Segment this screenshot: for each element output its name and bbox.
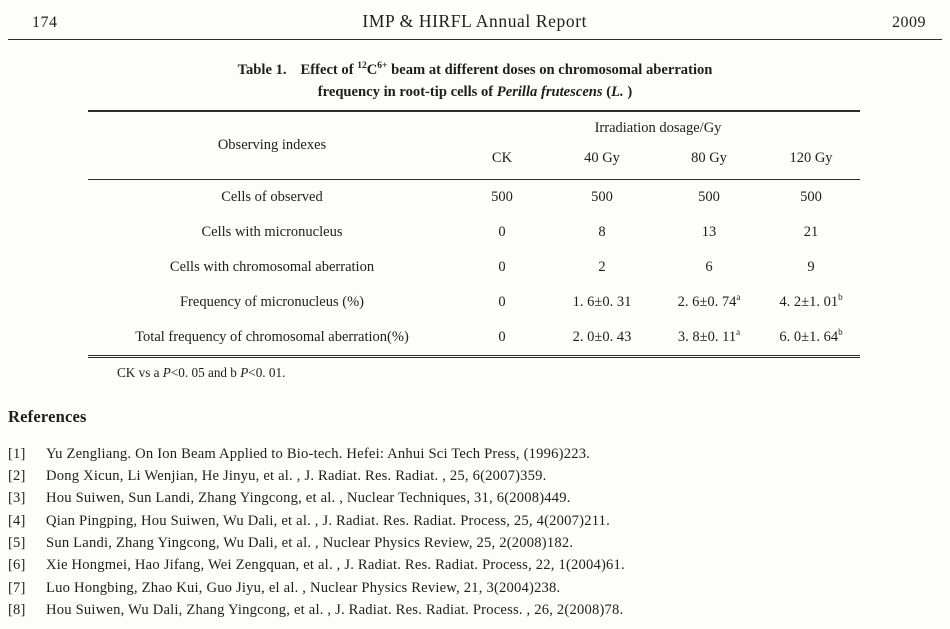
row-label: Cells of observed (221, 188, 323, 205)
reference-number: [8] (8, 601, 26, 618)
list-item (8, 532, 950, 554)
reference-text: Hou Suiwen, Wu Dali, Zhang Yingcong, et al. , J. Radiat. Res. Radiat. Process. , 26, 2(2008)78. (46, 601, 624, 618)
table-body (88, 180, 860, 358)
reference-number: [1] (8, 445, 26, 462)
table-caption-line1: Table 1. Effect of $^{12}C^{6+}$ beam at different doses on chromosomal aberration (237, 61, 713, 78)
cell-value: 500 (591, 188, 613, 205)
ion-charge-superscript: 6+ (377, 61, 388, 71)
reference-text: Qian Pingping, Hou Suiwen, Wu Dali, et al. , J. Radiat. Res. Radiat. Process, 25, 4(2007)211. (46, 512, 611, 529)
isotope-mass-superscript: 12 (357, 61, 367, 71)
significance-superscript: a (736, 327, 741, 338)
cell-value: 2. 6±0. 74$^a$ (677, 292, 741, 310)
row-label: Total frequency of chromosomal aberration(%) (135, 328, 409, 345)
reference-number: [3] (8, 490, 26, 507)
reference-text: Dong Xicun, Li Wenjian, He Jinyu, et al. , J. Radiat. Res. Radiat. , 25, 6(2007)359. (46, 468, 547, 485)
cell-value: 0 (498, 328, 506, 345)
list-item (8, 487, 950, 509)
reference-text: Xie Hongmei, Hao Jifang, Wei Zengquan, et al. , J. Radiat. Res. Radiat. Process, 22, 1(2004)61. (46, 557, 625, 574)
references-section (8, 407, 950, 621)
significance-superscript: b (838, 327, 843, 338)
reference-number: [7] (8, 579, 26, 596)
table-row (88, 215, 860, 250)
page-number: 174 (32, 14, 58, 31)
table-row (88, 250, 860, 285)
list-item (8, 510, 950, 532)
cell-value: 2. 0±0. 43 (572, 328, 632, 345)
reference-number: [6] (8, 557, 26, 574)
reference-text: Hou Suiwen, Sun Landi, Zhang Yingcong, et al. , Nuclear Techniques, 31, 6(2008)449. (46, 490, 571, 507)
significance-superscript: b (838, 292, 843, 303)
reference-list (8, 443, 950, 621)
table-footnote: CK vs a P<0. 05 and b P<0. 01. (117, 364, 286, 380)
references-heading: References (8, 406, 87, 426)
list-item (8, 443, 950, 465)
reference-number: [5] (8, 535, 26, 552)
cell-value: 6 (705, 258, 713, 275)
list-item (8, 554, 950, 576)
cell-value: 21 (803, 223, 819, 240)
reference-number: [2] (8, 468, 26, 485)
p-value-symbol: P (240, 364, 249, 380)
table-row (88, 320, 860, 355)
table-header (88, 110, 860, 180)
column-header-ck: CK (491, 149, 513, 166)
column-header-80gy: 80 Gy (691, 149, 727, 166)
publication-year: 2009 (892, 14, 926, 31)
list-item (8, 465, 950, 487)
cell-value: 13 (701, 223, 717, 240)
species-name: Perilla frutescens (496, 83, 603, 100)
row-label: Frequency of micronucleus (%) (179, 293, 364, 310)
table-caption-line2: frequency in root-tip cells of Perilla frutescens (L. ) (317, 83, 633, 100)
significance-superscript: a (736, 292, 741, 303)
reference-text: Luo Hongbing, Zhao Kui, Guo Jiyu, el al. , Nuclear Physics Review, 21, 3(2004)238. (46, 579, 561, 596)
table-caption (60, 55, 890, 103)
cell-value: 500 (698, 188, 720, 205)
cell-value: 8 (598, 223, 606, 240)
cell-value: 2 (598, 258, 606, 275)
reference-text: Sun Landi, Zhang Yingcong, Wu Dali, et al. , Nuclear Physics Review, 25, 2(2008)182. (46, 535, 574, 552)
row-label: Cells with chromosomal aberration (169, 258, 375, 275)
table-row (88, 285, 860, 320)
cell-value: 6. 0±1. 64$^b$ (779, 327, 843, 345)
row-label: Cells with micronucleus (201, 223, 343, 240)
list-item (8, 577, 950, 599)
cell-value: 500 (491, 188, 513, 205)
cell-value: 0 (498, 293, 506, 310)
reference-text: Yu Zengliang. On Ion Beam Applied to Bio-tech. Hefei: Anhui Sci Tech Press, (1996)223. (46, 445, 591, 462)
dosage-subheaders (456, 141, 860, 179)
results-table (88, 110, 860, 358)
table-row (88, 180, 860, 215)
dosage-group-label: Irradiation dosage/Gy (594, 119, 722, 136)
cell-value: 4. 2±1. 01$^b$ (779, 292, 843, 310)
list-item (8, 599, 950, 621)
reference-number: [4] (8, 512, 26, 529)
p-value-symbol: P (162, 364, 171, 380)
cell-value: 0 (498, 223, 506, 240)
table-caption-label: Table 1. (237, 61, 287, 78)
column-header-120gy: 120 Gy (789, 149, 833, 166)
cell-value: 500 (800, 188, 822, 205)
column-header-40gy: 40 Gy (584, 149, 620, 166)
cell-value: 9 (807, 258, 815, 275)
header-rule (8, 39, 942, 40)
cell-value: 1. 6±0. 31 (572, 293, 632, 310)
cell-value: 3. 8±0. 11$^a$ (677, 327, 741, 345)
journal-title: IMP & HIRFL Annual Report (362, 11, 588, 31)
running-head (0, 0, 950, 32)
row-header-cell: Observing indexes (217, 136, 327, 153)
cell-value: 0 (498, 258, 506, 275)
dosage-header-group (456, 112, 860, 179)
